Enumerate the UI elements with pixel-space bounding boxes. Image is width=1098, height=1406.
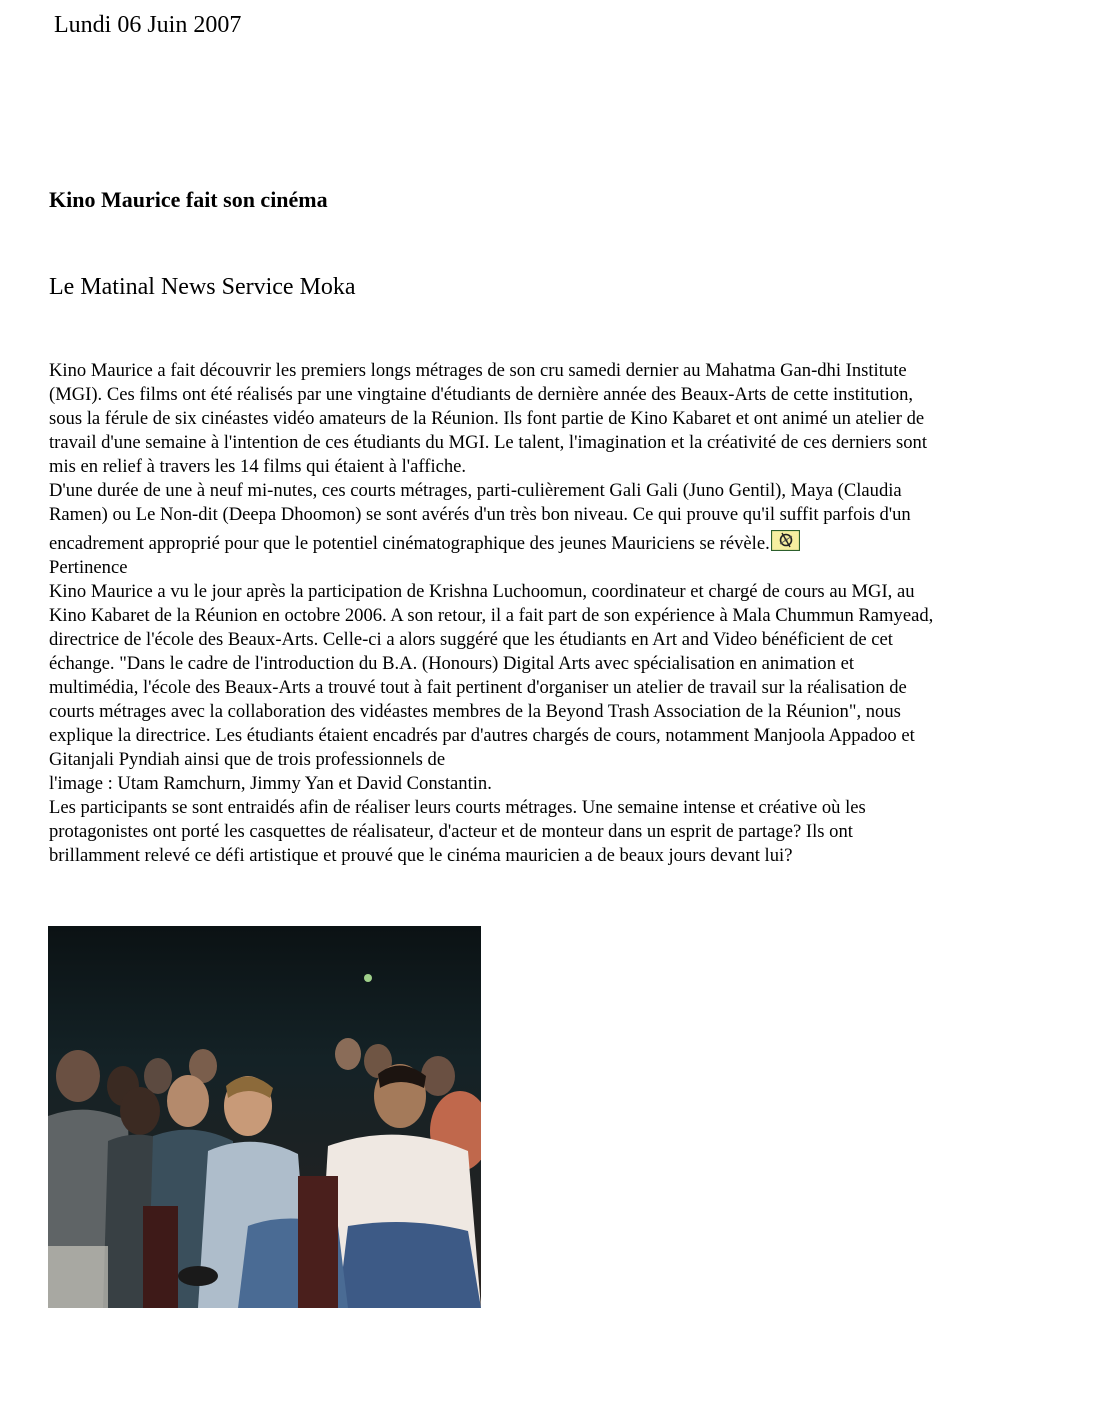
audience-illustration <box>48 926 481 1308</box>
body-line: courts métrages avec la collaboration des vidéastes membres de la Beyond Trash Association de la Réunion", nous <box>49 701 901 722</box>
body-line: Kino Maurice a vu le jour après la participation de Krishna Luchoomun, coordinateur et chargé de cours au MGI, au <box>49 581 915 602</box>
body-line: échange. "Dans le cadre de l'introduction du B.A. (Honours) Digital Arts avec spécialisation en animation et <box>49 653 855 674</box>
body-line: D'une durée de une à neuf mi-nutes, ces courts métrages, parti-culièrement Gali Gali (Juno Gentil), Maya (Claudia <box>49 480 902 501</box>
body-line: Kino Maurice a fait découvrir les premiers longs métrages de son cru samedi dernier au Mahatma Gan-dhi Institute <box>49 360 907 381</box>
body-line: Les participants se sont entraidés afin de réaliser leurs courts métrages. Une semaine intense et créative où les <box>49 797 866 818</box>
body-line: directrice de l'école des Beaux-Arts. Celle-ci a alors suggéré que les étudiants en Art and Video bénéficient de cet <box>49 629 893 650</box>
body-line: encadrement approprié pour que le potentiel cinématographique des jeunes Mauriciens se révèle. <box>49 533 770 554</box>
body-line: l'image : Utam Ramchurn, Jimmy Yan et David Constantin. <box>49 773 492 794</box>
body-line: multimédia, l'école des Beaux-Arts a trouvé tout à fait pertinent d'organiser un atelier de travail sur la réalisation de <box>49 677 907 698</box>
film-reel-icon[interactable] <box>771 529 800 550</box>
article-date: Lundi 06 Juin 2007 <box>54 12 242 38</box>
body-line: brillamment relevé ce défi artistique et prouvé que le cinéma mauricien a de beaux jours devant lui? <box>49 845 793 866</box>
body-line: Ramen) ou Le Non-dit (Deepa Dhoomon) se sont avérés d'un très bon niveau. Ce qui prouve qu'il suffit parfois d'un <box>49 504 911 525</box>
section-heading: Pertinence <box>49 557 128 578</box>
body-line: travail d'une semaine à l'intention de ces étudiants du MGI. Le talent, l'imagination et la créativité de ces derniers sont <box>49 432 927 453</box>
body-line: Gitanjali Pyndiah ainsi que de trois professionnels de <box>49 749 446 770</box>
body-line: mis en relief à travers les 14 films qui étaient à l'affiche. <box>49 456 467 477</box>
article-headline: Kino Maurice fait son cinéma <box>49 187 328 212</box>
body-line: (MGI). Ces films ont été réalisés par une vingtaine d'étudiants de dernière année des Beaux-Arts de cette institution, <box>49 384 914 405</box>
article-photo-audience <box>48 926 481 1308</box>
article-byline: Le Matinal News Service Moka <box>49 274 356 300</box>
body-line: Kino Kabaret de la Réunion en octobre 2006. A son retour, il a fait part de son expérience à Mala Chummun Ramyead, <box>49 605 934 626</box>
body-line: explique la directrice. Les étudiants étaient encadrés par d'autres chargés de cours, notamment Manjoola Appadoo et <box>49 725 915 746</box>
body-line-with-icon <box>49 527 1059 556</box>
article-body <box>49 359 1059 868</box>
body-line: sous la férule de six cinéastes vidéo amateurs de la Réunion. Ils font partie de Kino Kabaret et ont animé un atelier de <box>49 408 925 429</box>
body-line: protagonistes ont porté les casquettes de réalisateur, d'acteur et de monteur dans un esprit de partage? Ils ont <box>49 821 853 842</box>
